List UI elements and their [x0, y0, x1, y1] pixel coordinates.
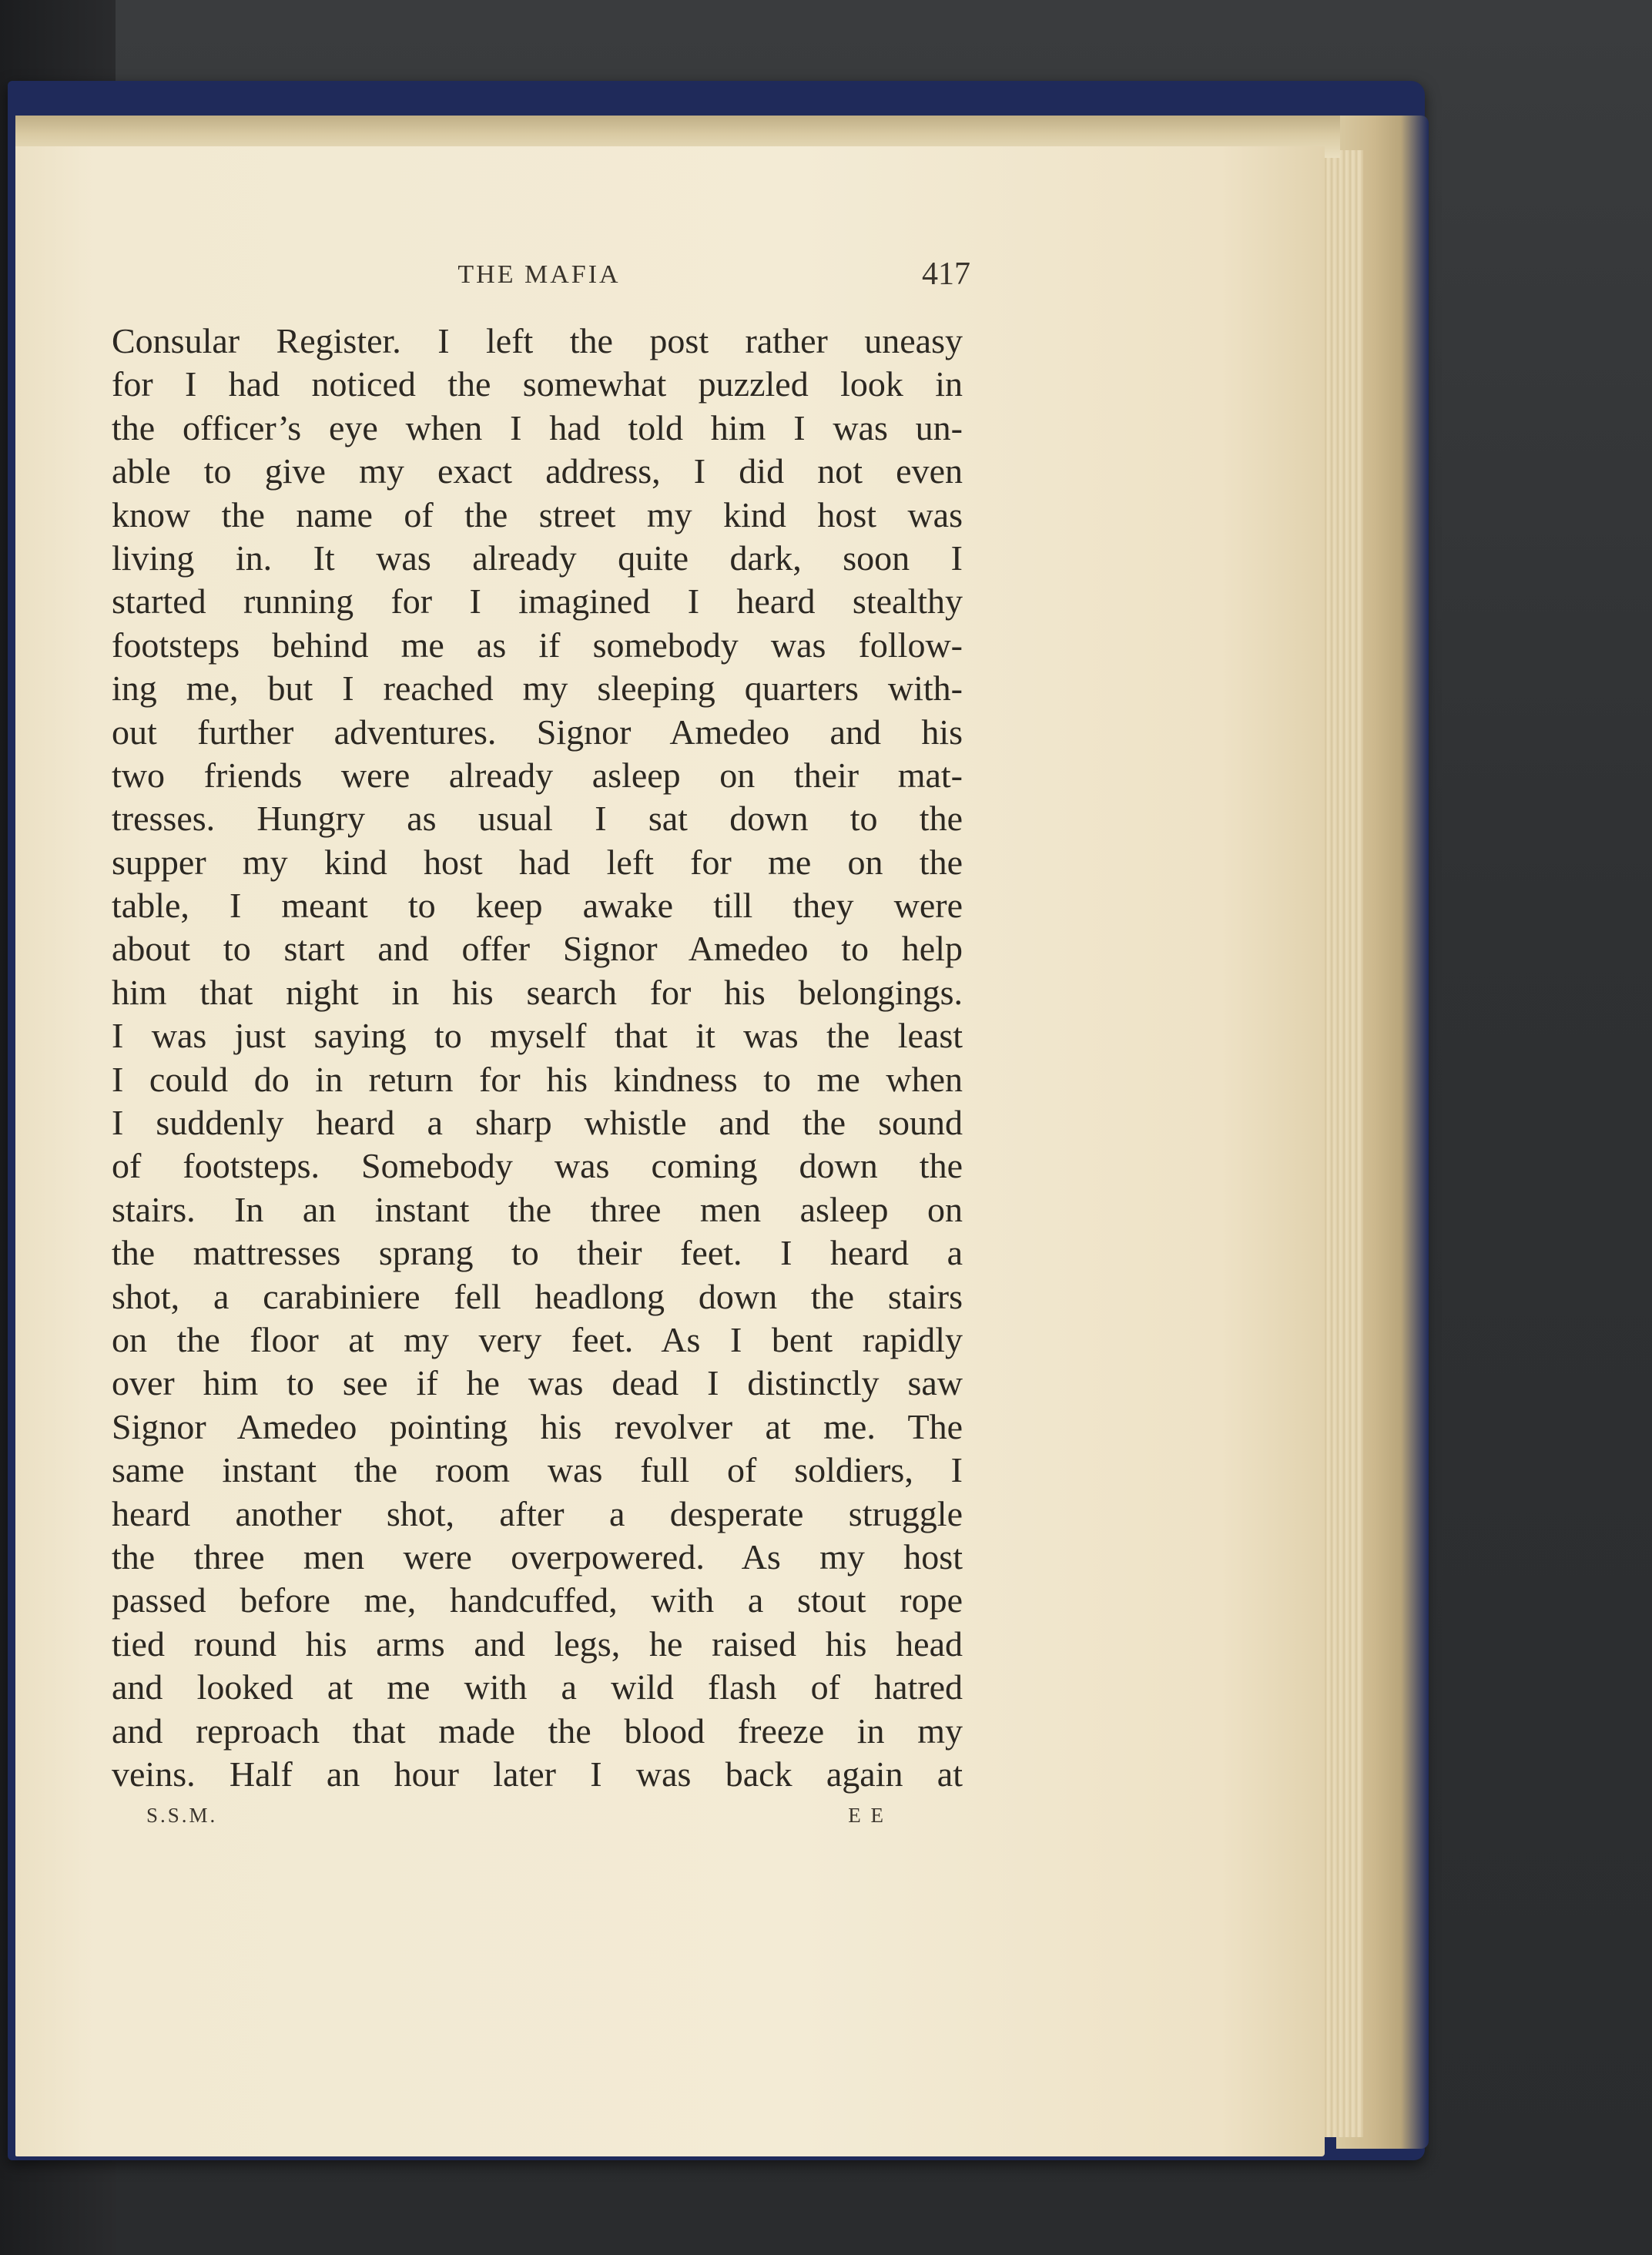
- text-line: out further adventures. Signor Amedeo and his: [112, 712, 963, 752]
- text-line: table, I meant to keep awake till they were: [112, 886, 963, 926]
- text-line: able to give my exact address, I did not even: [112, 451, 963, 491]
- text-line: the officer’s eye when I had told him I was un-: [112, 407, 963, 447]
- text-line: veins. Half an hour later I was back again at: [112, 1754, 963, 1794]
- text-line: on the floor at my very feet. As I bent rapidly: [112, 1319, 963, 1359]
- text-line: of footsteps. Somebody was coming down the: [112, 1146, 963, 1186]
- text-line: Consular Register. I left the post rather uneasy: [112, 321, 963, 360]
- text-line: for I had noticed the somewhat puzzled look in: [112, 364, 963, 404]
- signature-mark-right: E E: [848, 1804, 886, 1827]
- page-footer: [146, 1804, 886, 1834]
- text-line: and looked at me with a wild flash of hatred: [112, 1667, 963, 1707]
- text-line: tresses. Hungry as usual I sat down to the: [112, 799, 963, 839]
- text-line: stairs. In an instant the three men asleep on: [112, 1189, 963, 1229]
- text-line: two friends were already asleep on their mat-: [112, 755, 963, 795]
- text-line: tied round his arms and legs, he raised his head: [112, 1623, 963, 1664]
- text-line: footsteps behind me as if somebody was follow-: [112, 625, 963, 665]
- text-line: I was just saying to myself that it was the least: [112, 1016, 963, 1056]
- text-line: him that night in his search for his belongings.: [112, 972, 963, 1012]
- text-line: the mattresses sprang to their feet. I heard a: [112, 1233, 963, 1273]
- signature-mark-left: S.S.M.: [146, 1804, 218, 1827]
- running-title: THE MAFIA: [457, 260, 621, 289]
- text-line: living in. It was already quite dark, soon I: [112, 538, 963, 578]
- text-line: I suddenly heard a sharp whistle and the sound: [112, 1103, 963, 1143]
- text-line: and reproach that made the blood freeze in my: [112, 1711, 963, 1751]
- text-line: Signor Amedeo pointing his revolver at me. The: [112, 1406, 963, 1446]
- text-line: started running for I imagined I heard stealthy: [112, 581, 963, 622]
- text-line: ing me, but I reached my sleeping quarters with-: [112, 668, 963, 709]
- text-line: over him to see if he was dead I distinctly saw: [112, 1363, 963, 1403]
- page-number: 417: [922, 256, 970, 292]
- body-text: [112, 320, 963, 1796]
- text-line: know the name of the street my kind host was: [112, 494, 963, 534]
- text-line: shot, a carabiniere fell headlong down the stairs: [112, 1276, 963, 1316]
- text-line: heard another shot, after a desperate struggle: [112, 1493, 963, 1533]
- text-line: the three men were overpowered. As my host: [112, 1536, 963, 1576]
- running-head: [108, 256, 970, 299]
- text-line: supper my kind host had left for me on the: [112, 842, 963, 882]
- text-line: same instant the room was full of soldiers, I: [112, 1450, 963, 1490]
- text-line: passed before me, handcuffed, with a stout rope: [112, 1580, 963, 1620]
- text-line: about to start and offer Signor Amedeo to help: [112, 929, 963, 969]
- text-line: I could do in return for his kindness to me when: [112, 1059, 963, 1099]
